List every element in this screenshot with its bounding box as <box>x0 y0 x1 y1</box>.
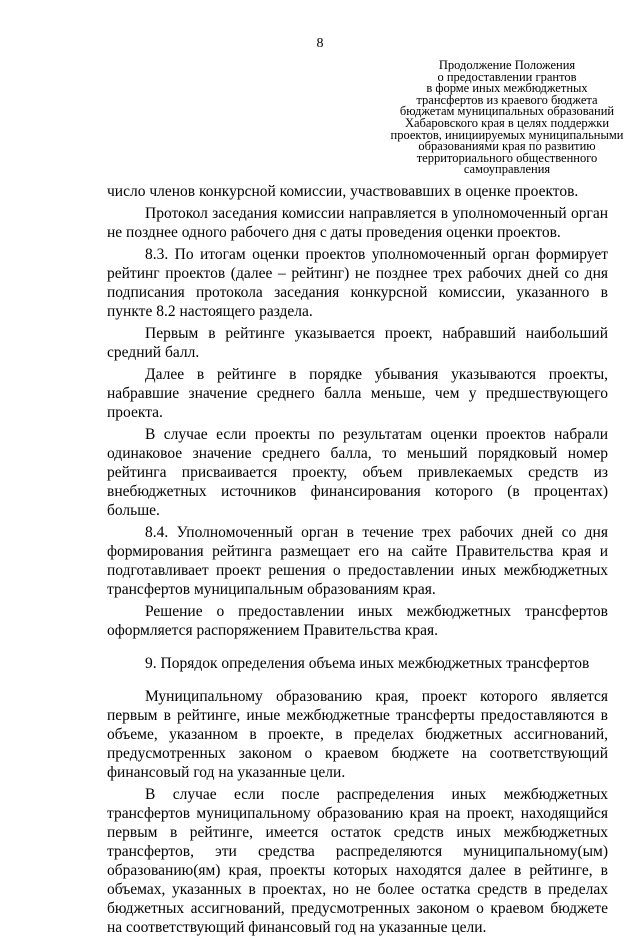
header-line: Хабаровского края в целях поддержки <box>404 115 610 130</box>
paragraph: В случае если проекты по результатам оценки проектов набрали одинаковое значение среднего балла, то меньший порядковый номер рейтинга присваивается проекту, объем привлекаемых средств из внебюджетных источников финансирования которого (в процентах) больше. <box>107 426 608 519</box>
header-line: проектов, инициируемых муниципальными <box>390 127 624 142</box>
paragraph: В случае если после распределения иных межбюджетных трансфертов муниципальному образованию края на проект, находящийся первым в рейтинге, имеется остаток средств иных межбюджетных трансфертов, эти средства распределяются муниципальному(ым) образованию(ям) края, проекты которых находятся далее в рейтинге, в объемах, указанных в проектах, но не более остатка средств в пределах бюджетных ассигнований, предусмотренных законом о краевом бюджете на соответствующий финансовый год на указанные цели. <box>107 786 608 936</box>
header-line: образованиями края по развитию <box>418 139 596 154</box>
paragraph: Далее в рейтинге в порядке убывания указываются проекты, набравшие значение среднего балла меньше, чем у предшествующего проекта. <box>107 366 608 421</box>
header-line: территориального общественного <box>416 150 598 165</box>
header-line: самоуправления <box>463 162 551 177</box>
page-number: 8 <box>316 36 324 51</box>
section-title: 9. Порядок определения объема иных межбюджетных трансфертов <box>145 655 590 672</box>
header-line: о предоставлении грантов <box>437 69 577 84</box>
document-body <box>107 182 608 937</box>
header-line: Продолжение Положения <box>438 58 576 72</box>
paragraph: число членов конкурсной комиссии, участвовавших в оценке проектов. <box>107 183 579 200</box>
paragraph: Первым в рейтинге указывается проект, набравший наибольший средний балл. <box>107 325 608 361</box>
paragraph: Муниципальному образованию края, проект которого является первым в рейтинге, иные межбюджетные трансферты предоставляются в объеме, указанном в проекте, в пределах бюджетных ассигнований, предусмотренных законом о краевом бюджете на соответствующий финансовый год на указанные цели. <box>107 688 608 781</box>
paragraph: Решение о предоставлении иных межбюджетных трансфертов оформляется распоряжением Правительства края. <box>107 603 608 639</box>
paragraph: 8.4. Уполномоченный орган в течение трех рабочих дней со дня формирования рейтинга размещает его на сайте Правительства края и подготавливает проект решения о предоставлении иных межбюджетных трансфертов муниципальным образованиям края. <box>107 524 608 598</box>
header-line: трансфертов из краевого бюджета <box>416 92 598 107</box>
document-header <box>382 60 632 176</box>
header-line: в форме иных межбюджетных <box>426 81 588 96</box>
header-line: бюджетам муниципальных образований <box>399 104 615 119</box>
paragraph: Протокол заседания комиссии направляется в уполномоченный орган не позднее одного рабочего дня с даты проведения оценки проектов. <box>107 205 608 241</box>
paragraph: 8.3. По итогам оценки проектов уполномоченный орган формирует рейтинг проектов (далее – рейтинг) не позднее трех рабочих дней со дня подписания протокола заседания конкурсной комиссии, указанного в пункте 8.2 настоящего раздела. <box>107 246 608 320</box>
